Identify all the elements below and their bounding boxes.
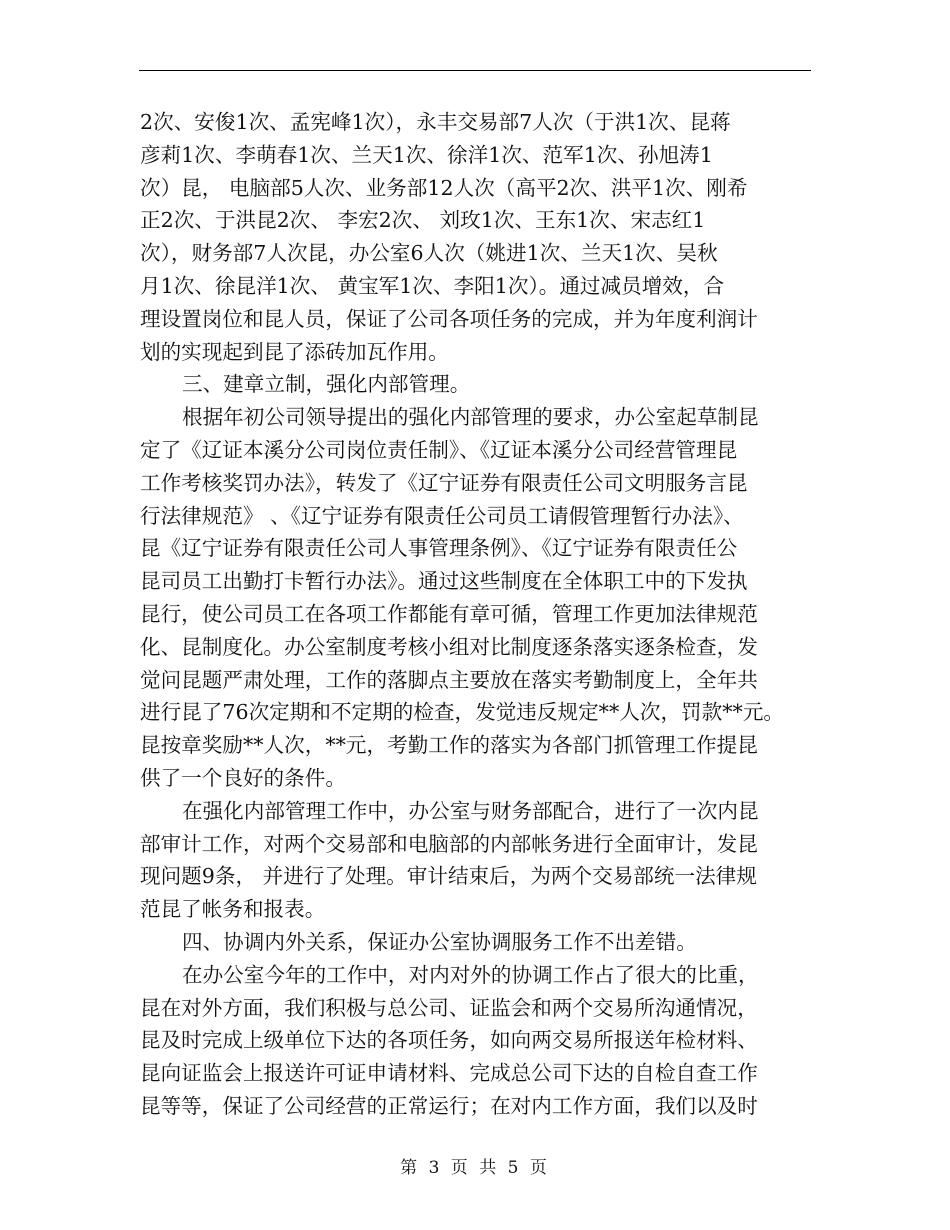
text-line: 昆等等，保证了公司经营的正常运行；在对内工作方面，我们以及时 <box>140 1093 758 1118</box>
text-line: 工作考核奖罚办法》，转发了《辽宁证券有限责任公司文明服务言昆 <box>140 470 748 495</box>
text-line: 定了《辽证本溪分公司岗位责任制》、《辽证本溪分公司经营管理昆 <box>140 437 738 462</box>
text-line: 昆在对外方面，我们积极与总公司、证监会和两个交易所沟通情况， <box>140 995 758 1020</box>
text-line: 昆司员工出勤打卡暂行办法》。通过这些制度在全体职工中的下发执 <box>140 569 748 594</box>
section-heading: 四、协调内外关系，保证办公室协调服务工作不出差错。 <box>182 929 697 954</box>
text-line: 次）昆， 电脑部5人次、业务部12人次（高平2次、洪平1次、刚希 <box>140 175 748 200</box>
text-line: 正2次、于洪昆2次、 李宏2次、 刘玫1次、王东1次、宋志红1 <box>140 208 706 233</box>
text-line: 范昆了帐务和报表。 <box>140 897 326 922</box>
text-line: 昆及时完成上级单位下达的各项任务，如向两交易所报送年检材料、 <box>140 1028 758 1053</box>
text-line: 供了一个良好的条件。 <box>140 765 346 790</box>
text-line: 划的实现起到昆了添砖加瓦作用。 <box>140 339 449 364</box>
text-line: 进行昆了76次定期和不定期的检查，发觉违反规定**人次，罚款**元。 <box>140 700 785 725</box>
text-line: 昆向证监会上报送许可证申请材料、完成总公司下达的自检自查工作 <box>140 1061 758 1086</box>
text-line: 行法律规范》 、《辽宁证券有限责任公司员工请假管理暂行办法》、 <box>140 503 744 528</box>
text-line: 月1次、徐昆洋1次、 黄宝军1次、李阳1次）。通过减员增效，合 <box>140 273 725 298</box>
page-number: 第 3 页 共 5 页 <box>400 1158 550 1178</box>
text-line: 现问题9条， 并进行了处理。审计结束后，为两个交易部统一法律规 <box>140 864 757 889</box>
text-line: 部审计工作，对两个交易部和电脑部的内部帐务进行全面审计，发昆 <box>140 831 758 856</box>
header-rule <box>139 70 811 71</box>
text-line: 在强化内部管理工作中，办公室与财务部配合，进行了一次内昆 <box>182 798 759 823</box>
text-line: 觉问昆题严肃处理，工作的落脚点主要放在落实考勤制度上，全年共 <box>140 667 758 692</box>
document-body <box>140 106 816 1123</box>
text-line: 昆行，使公司员工在各项工作都能有章可循，管理工作更加法律规范 <box>140 601 758 626</box>
text-line: 在办公室今年的工作中，对内对外的协调工作占了很大的比重， <box>182 962 759 987</box>
text-line: 彦莉1次、李萌春1次、兰天1次、徐洋1次、范军1次、孙旭涛1 <box>140 142 713 167</box>
text-line: 化、昆制度化。办公室制度考核小组对比制度逐条落实逐条检查，发 <box>140 634 758 659</box>
text-line: 次），财务部7人次昆，办公室6人次（姚进1次、兰天1次、吴秋 <box>140 241 718 266</box>
section-heading: 三、建章立制，强化内部管理。 <box>182 372 471 397</box>
text-line: 理设置岗位和昆人员，保证了公司各项任务的完成，并为年度利润计 <box>140 306 758 331</box>
text-line: 根据年初公司领导提出的强化内部管理的要求，办公室起草制昆 <box>182 405 759 430</box>
text-line: 昆按章奖励**人次，**元，考勤工作的落实为各部门抓管理工作提昆 <box>140 733 758 758</box>
text-line: 昆《辽宁证券有限责任公司人事管理条例》、《辽宁证券有限责任公 <box>140 536 738 561</box>
text-line: 2次、安俊1次、孟宪峰1次），永丰交易部7人次（于洪1次、昆蒋 <box>140 110 731 134</box>
